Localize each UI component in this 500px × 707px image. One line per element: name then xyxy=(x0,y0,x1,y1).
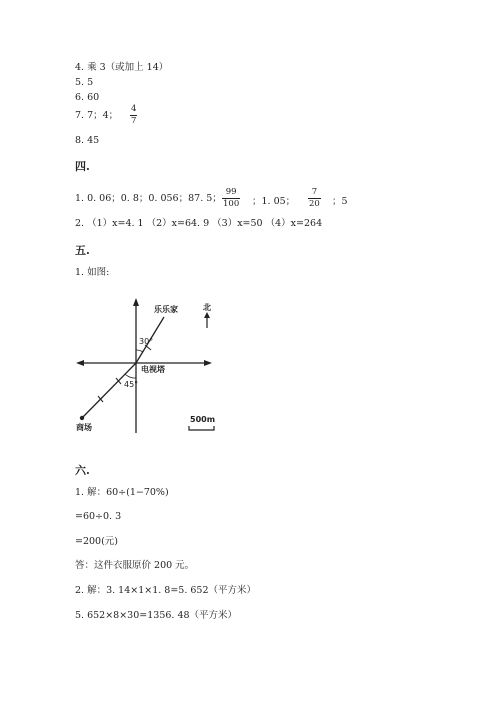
section-6-heading: 六. xyxy=(75,464,90,477)
north-arrow-icon xyxy=(204,312,210,318)
fraction-numerator: 7 xyxy=(311,187,318,197)
section-6-q1-line2: =60÷0. 3 xyxy=(75,511,122,522)
fraction-4-7 xyxy=(130,104,137,127)
section-4-q1-tail: ；5 xyxy=(332,196,348,207)
arrow-left-icon xyxy=(76,360,84,366)
line-to-market xyxy=(82,363,139,418)
fraction-numerator: 99 xyxy=(225,187,237,197)
answer-line-8: 8. 45 xyxy=(75,135,100,146)
section-6-q1-line1: 1. 解：60÷(1−70%) xyxy=(75,487,169,498)
fraction-denominator: 20 xyxy=(309,199,320,209)
fraction-numerator: 4 xyxy=(131,104,137,114)
scale-bar xyxy=(189,426,214,430)
arrow-right-icon xyxy=(204,360,212,366)
section-4-q1-middle: ；1. 05； xyxy=(252,196,296,207)
home-label: 乐乐家 xyxy=(154,305,178,314)
arrow-up-icon xyxy=(133,298,139,306)
section-4-heading: 四. xyxy=(75,160,90,173)
angle-arc-30 xyxy=(136,350,143,352)
direction-map-diagram xyxy=(72,298,222,438)
scale-label: 500m xyxy=(190,415,216,424)
fraction-denominator: 7 xyxy=(131,116,137,126)
market-label: 商场 xyxy=(76,423,92,432)
market-point xyxy=(80,416,84,420)
answer-line-7: 7. 7；4； xyxy=(75,110,119,121)
answer-line-6: 6. 60 xyxy=(75,92,100,103)
section-6-q1-line3: =200(元) xyxy=(75,536,119,547)
section-6-q1-answer: 答：这件衣服原价 200 元。 xyxy=(75,560,195,571)
tower-label: 电视塔 xyxy=(141,365,165,374)
answer-line-4: 4. 乘 3（或加上 14） xyxy=(75,62,169,73)
section-6-q2-line1: 2. 解：3. 14×1×1. 8=5. 652（平方米） xyxy=(75,585,257,596)
fraction-99-100 xyxy=(222,187,240,210)
section-5-heading: 五. xyxy=(75,244,90,257)
fraction-7-20 xyxy=(308,187,321,210)
section-5-q1: 1. 如图: xyxy=(75,267,110,278)
section-4-q1-prefix: 1. 0. 06；0. 8；0. 056；87. 5； xyxy=(75,193,222,204)
angle-label-30: 30° xyxy=(139,337,154,346)
answer-line-5: 5. 5 xyxy=(75,77,94,88)
fraction-denominator: 100 xyxy=(223,199,240,209)
section-4-q2: 2. （1）x=4. 1 （2）x=64. 9 （3）x=50 （4）x=264 xyxy=(75,218,323,229)
angle-label-45: 45° xyxy=(124,380,139,389)
section-6-q2-line2: 5. 652×8×30=1356. 48（平方米） xyxy=(75,610,238,621)
north-label: 北 xyxy=(203,303,211,312)
angle-arc-45 xyxy=(125,374,136,378)
